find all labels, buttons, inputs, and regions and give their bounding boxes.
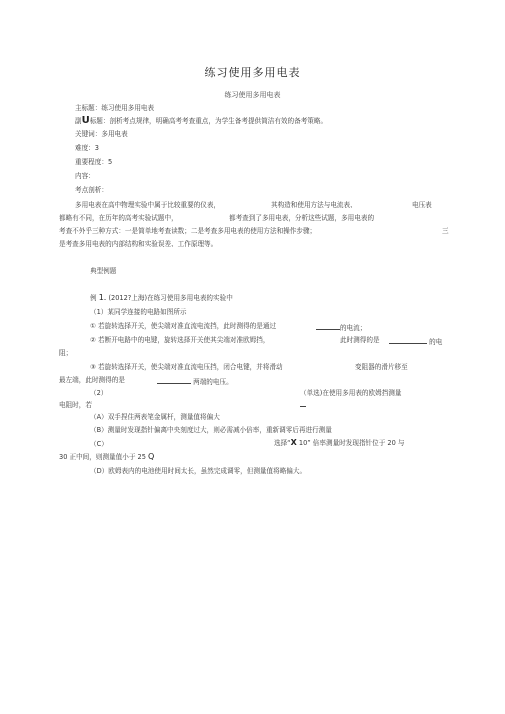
question-1-item-1b-text: 的电流；	[340, 324, 367, 332]
section-heading: 典型例题	[90, 267, 117, 275]
sub-label-big-letter: U	[81, 115, 90, 126]
option-c-part-2: 10” 倍率测量时发现指针位于 20 与	[298, 439, 405, 447]
option-c-multiplier-x: X	[290, 438, 297, 447]
question-1-item-2a: ② 若断开电路中的电键，旋转选择开关使其尖端对准欧姆挡，	[90, 336, 270, 344]
question-2-text: （单选)在使用多用表的欧姆挡测量	[300, 389, 402, 397]
sub-label-prefix: 副	[75, 117, 82, 125]
para2-part-a: 都略有不同，在历年的高考实验试题中，	[59, 214, 178, 222]
para3-part-b: 三	[442, 227, 449, 235]
option-c-text	[274, 438, 405, 448]
question-1-item-2c	[389, 336, 442, 347]
analysis-label: 考点剖析：	[75, 186, 108, 194]
document-title: 练习使用多用电表	[204, 66, 301, 79]
content-label: 内容：	[75, 172, 95, 180]
question-1-item-3d	[157, 376, 233, 387]
question-1: （1）某同学连接的电路如图所示	[90, 308, 187, 316]
option-a: （A）双手捏住两表笔金属杆，测量值将偏大	[90, 413, 220, 421]
question-1-item-3b: 变阻器的滑片移至	[355, 363, 408, 371]
example-line	[90, 293, 233, 303]
question-1-item-3d-text: 两端的电压。	[193, 378, 233, 386]
question-2-label: （2）	[90, 389, 108, 397]
sub-label-rest: 标题：剖析考点规律，明确高考考查重点，为学生备考提供简洁有效的备考策略。	[89, 117, 328, 125]
question-1-item-2b: 此时测得的是	[340, 336, 380, 344]
sub-title-line	[75, 116, 327, 126]
option-c-text-cont	[59, 452, 154, 462]
para1-part-a: 多用电表在高中物理实验中属于比较重要的仪表，	[75, 201, 221, 209]
para4: 是考查多用电表的内部结构和实验误差、工作原理等。	[59, 240, 218, 248]
example-text: (2012?上海)在练习使用多用电表的实验中	[108, 294, 233, 302]
option-c-part-1: 选择“	[274, 439, 291, 447]
example-prefix: 例	[90, 294, 97, 302]
answer-blank	[389, 336, 427, 344]
question-1-item-3a: ③ 若旋转选择开关，使尖端对准直流电压挡，闭合电键，并将滑动	[90, 363, 283, 371]
question-1-item-2d: 阻；	[59, 349, 73, 357]
question-2-text-cont: 电阻时，若	[59, 401, 92, 409]
option-b: （B）测量时发现指针偏离中央刻度过大，则必需减小倍率，重新调零后再进行测量	[90, 426, 332, 434]
answer-blank	[300, 399, 306, 407]
answer-blank	[157, 376, 191, 384]
option-c-unit: Q	[148, 452, 155, 461]
option-c-label: （C）	[90, 440, 108, 448]
question-1-item-3c: 最左端，此时测得的是	[59, 376, 125, 384]
para2-part-b: 都考查到了多用电表，分析这些试题，多用电表的	[229, 214, 375, 222]
question-1-item-2c-text: 的电	[429, 338, 443, 346]
question-1-item-1b	[316, 322, 366, 333]
question-2-blank	[300, 399, 306, 410]
option-d: （D）欧姆表内的电池使用时间太长，虽然完成调零，但测量值将略偏大。	[90, 467, 307, 475]
para1-part-c: 电压表	[412, 201, 432, 209]
para1-part-b: 其构造和使用方法与电流表、	[271, 201, 357, 209]
main-title-line: 主标题：练习使用多用电表	[75, 104, 155, 112]
keywords-line: 关键词：多用电表	[75, 130, 128, 138]
answer-blank	[316, 322, 340, 330]
para3-part-a: 考查不外乎三种方式：一是简单地考查读数；二是考查多用电表的使用方法和操作步骤；	[59, 227, 317, 235]
example-number: 1.	[98, 293, 107, 302]
question-1-item-1a: ① 若旋转选择开关，使尖端对准直流电流挡，此时测得的是通过	[90, 322, 277, 330]
option-c-part-3: 30 正中间，则测量值小于 25	[59, 453, 146, 461]
document-subtitle: 练习使用多用电表	[224, 91, 281, 99]
difficulty-line: 难度：3	[75, 144, 99, 152]
importance-line: 重要程度：5	[75, 158, 113, 166]
